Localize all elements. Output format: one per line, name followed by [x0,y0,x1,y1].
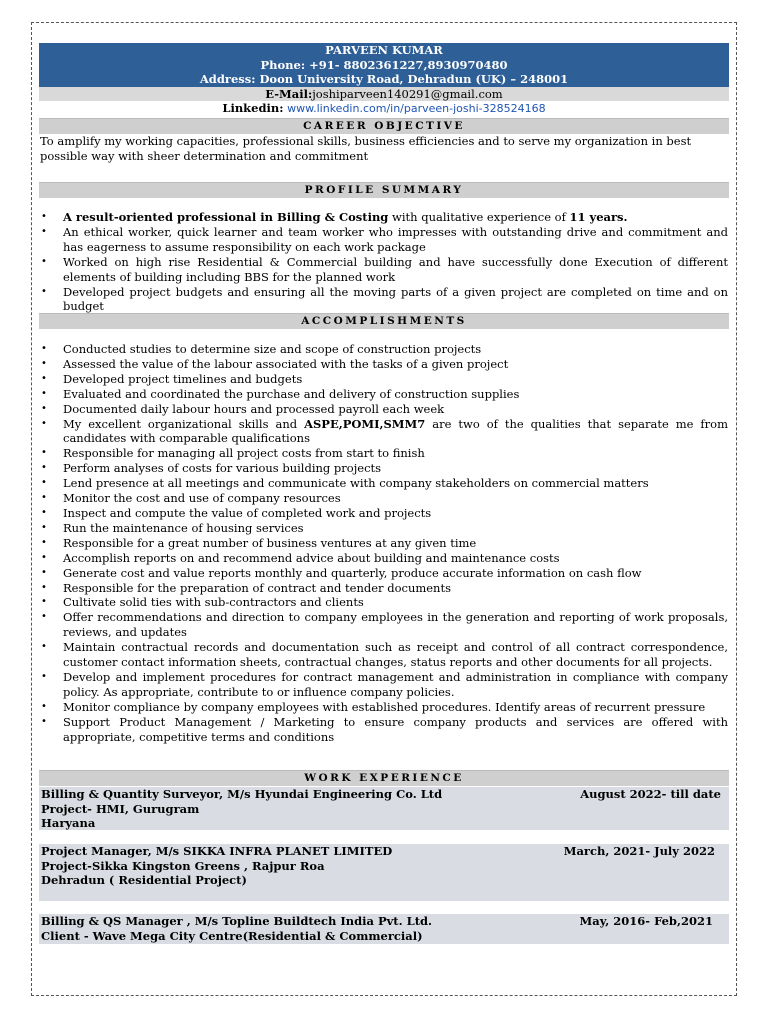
item-text: Conducted studies to determine size and scope of construction projects [63,342,482,356]
linkedin-row [39,101,729,116]
item-text: Documented daily labour hours and processed payroll each week [63,401,445,416]
list-item [40,285,728,315]
list-item [40,551,728,566]
item-text: My excellent organizational skills and [63,416,305,431]
job-date: March, 2021- July 2022 [563,844,715,858]
list-item [40,640,728,670]
job-line: Billing & QS Manager , M/s Topline Buildtech India Pvt. Ltd. [41,914,433,928]
phone-line: Phone: +91- 8802361227,8930970480 [260,57,508,72]
item-text: Run the maintenance of housing services [63,520,304,535]
list-item [40,461,728,476]
bold-text: A result-oriented professional in Billing & Costing [63,210,389,224]
contact-header [39,43,729,87]
list-item [40,491,728,506]
job-date: August 2022- till date [580,787,721,801]
job-date: May, 2016- Feb,2021 [579,914,713,928]
item-text: Maintain contractual records and documentation such as receipt and control of all contract correspondence, customer contact information sheets, contractual changes, status reports and other documents for all projects. [63,640,728,670]
list-item [40,715,728,745]
list-item [40,700,728,715]
item-text: Cultivate solid ties with sub-contractors and clients [63,595,364,610]
list-item [40,402,728,417]
job-details [41,787,442,831]
item-text: Perform analyses of costs for various building projects [63,461,382,476]
accomplishments-list [40,342,728,744]
item-text: Developed project timelines and budgets [63,371,303,386]
job-line: Haryana [41,816,96,831]
item-text: Monitor compliance by company employees with established procedures. Identify areas of recurrent pressure [63,699,706,714]
list-item [40,387,728,402]
job-details [41,914,432,943]
item-text: Responsible for the preparation of contract and tender documents [63,580,451,595]
item-text: Offer recommendations and direction to company employees in the generation and reporting of work proposals, reviews, and updates [63,610,728,640]
section-accomplishments: ACCOMPLISHMENTS [39,313,729,329]
section-career-objective: CAREER OBJECTIVE [39,118,729,134]
list-item [40,566,728,581]
item-text: Develop and implement procedures for contract management and administration in compliance with company policy. As appropriate, contribute to or influence company policies. [63,669,728,699]
job-details [41,844,392,888]
item-text: Responsible for managing all project costs from start to finish [63,446,425,461]
job-line: Project Manager, M/s SIKKA INFRA PLANET LIMITED [41,844,393,858]
email-value[interactable]: joshiparveen140291@gmail.com [312,87,503,101]
list-item [40,342,728,357]
item-text: Accomplish reports on and recommend advice about building and maintenance costs [63,550,560,565]
job-line: Project-Sikka Kingston Greens , Rajpur Roa [41,858,325,873]
list-item [40,446,728,461]
linkedin-link[interactable]: www.linkedin.com/in/parveen-joshi-328524168 [287,102,546,115]
list-item [40,536,728,551]
item-text: Generate cost and value reports monthly and quarterly, produce accurate information on cash flow [63,565,642,580]
list-item [40,255,728,285]
list-item [40,521,728,536]
list-item [40,595,728,610]
list-item [40,372,728,387]
job-line: Dehradun ( Residential Project) [41,873,247,888]
job-entry-3 [39,914,729,944]
career-objective-text: To amplify my working capacities, professional skills, business efficiencies and to serve my organization in best possible way with sheer determination and commitment [40,134,692,163]
job-line: Client - Wave Mega City Centre(Residential & Commercial) [41,928,423,943]
bold-text: 11 years. [569,210,628,224]
item-text: Support Product Management / Marketing to ensure company products and services are offered with appropriate, competitive terms and conditions [63,714,728,744]
item-text: are two of the qualities that separate me from candidates with comparable qualifications [63,416,728,446]
bold-text: ASPE,POMI,SMM7 [304,416,426,431]
email-label: E-Mail: [265,87,313,101]
list-item [40,476,728,491]
list-item [40,417,728,447]
list-item [40,225,728,255]
section-work-experience: WORK EXPERIENCE [39,770,729,786]
list-item [40,210,728,225]
linkedin-label: Linkedin: [222,101,284,115]
item-text: Inspect and compute the value of completed work and projects [63,505,432,520]
job-entry-2 [39,844,729,901]
address-line: Address: Doon University Road, Dehradun (UK) – 248001 [199,72,569,86]
list-item [40,670,728,700]
job-line: Billing & Quantity Surveyor, M/s Hyundai Engineering Co. Ltd [41,787,443,801]
item-text: with qualitative experience of [388,210,570,224]
item-text: An ethical worker, quick learner and team worker who impresses with outstanding drive and commitment and has eagerness to assume responsibility on each work package [63,224,728,254]
list-item [40,581,728,596]
profile-summary-list [40,210,728,314]
job-line: Project- HMI, Gurugram [41,801,200,816]
item-text: Monitor the cost and use of company resources [63,491,341,506]
email-row [39,87,729,101]
item-text: Evaluated and coordinated the purchase and delivery of construction supplies [63,386,520,401]
item-text: Developed project budgets and ensuring all the moving parts of a given project are completed on time and on budget [63,284,728,314]
item-text: Worked on high rise Residential & Commercial building and have successfully done Execution of different elements of building including BBS for the planned work [63,254,728,284]
list-item [40,610,728,640]
item-text: Responsible for a great number of business ventures at any given time [63,535,477,550]
item-text: Assessed the value of the labour associated with the tasks of a given project [63,356,509,371]
job-entry-1 [39,787,729,830]
candidate-name: PARVEEN KUMAR [325,43,443,57]
section-profile-summary: PROFILE SUMMARY [39,182,729,198]
list-item [40,506,728,521]
item-text: Lend presence at all meetings and communicate with company stakeholders on commercial matters [63,476,649,491]
list-item [40,357,728,372]
